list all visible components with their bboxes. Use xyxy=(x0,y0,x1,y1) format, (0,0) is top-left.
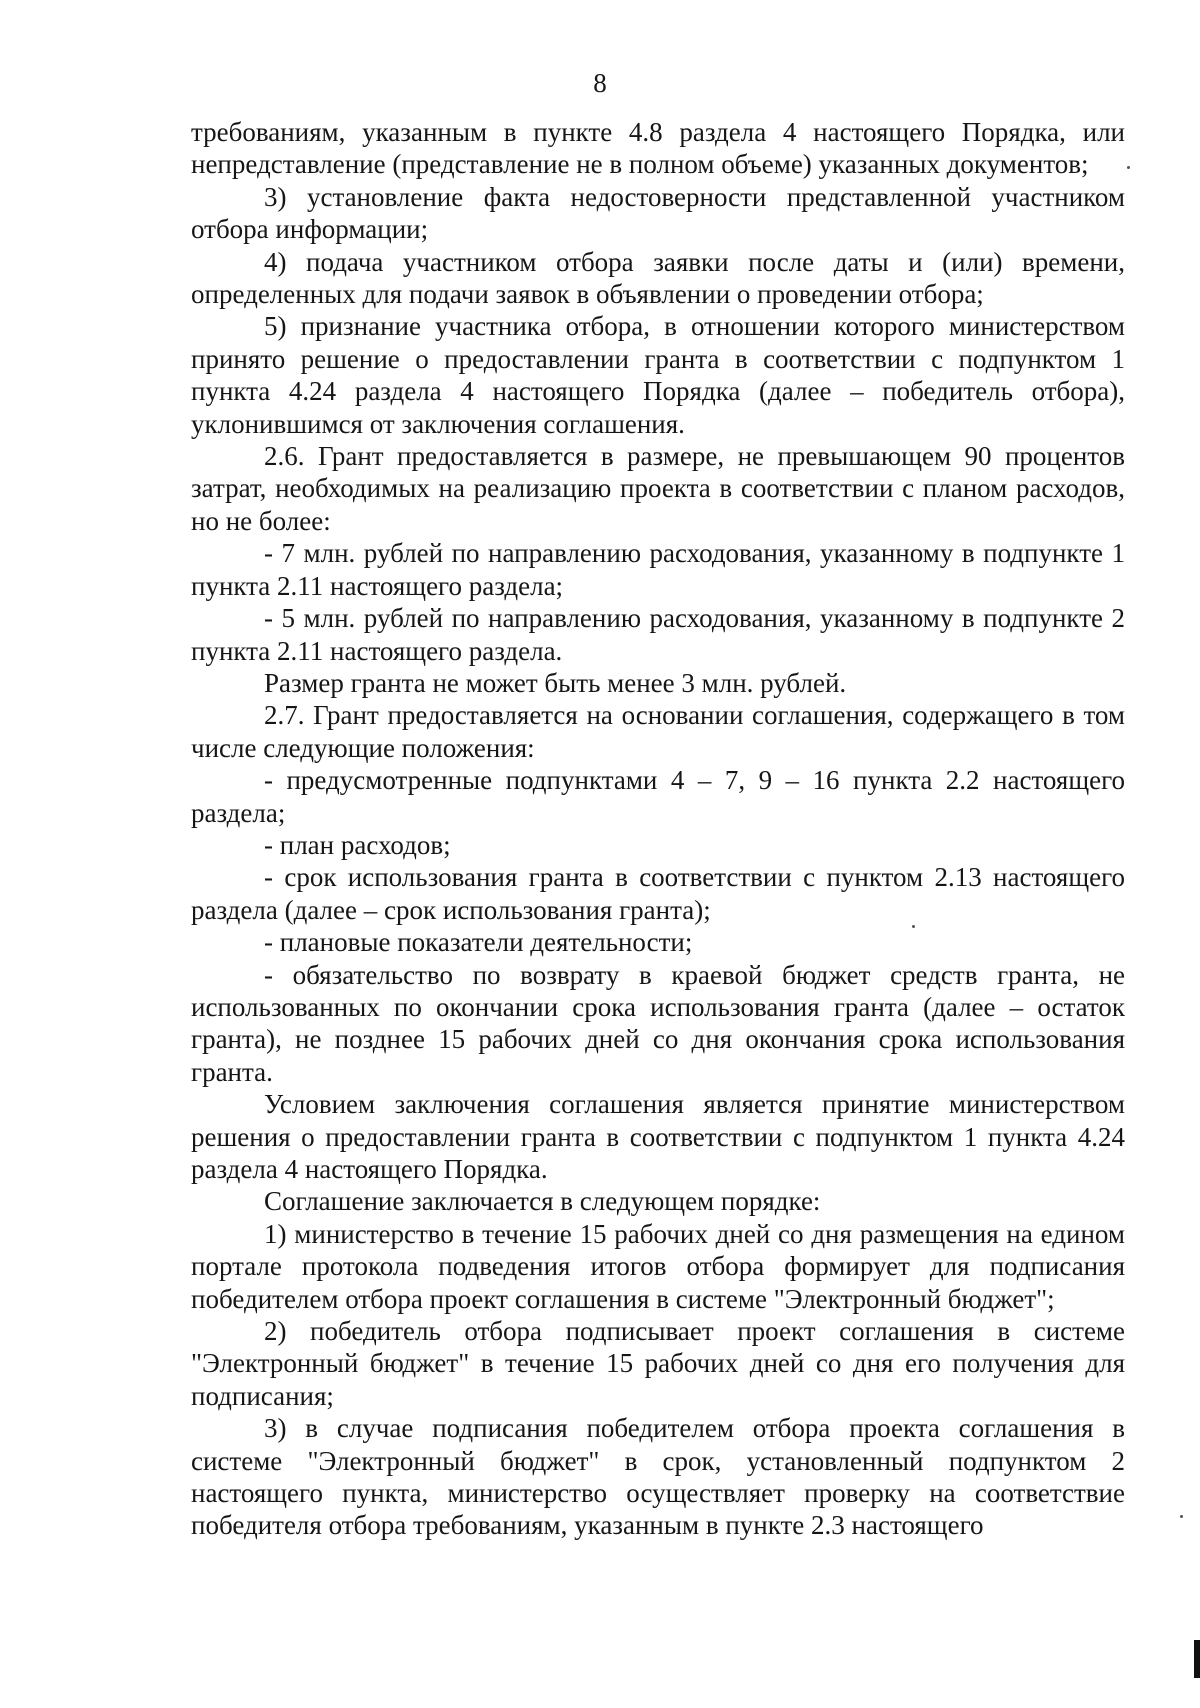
paragraph: 2.7. Грант предоставляется на основании соглашения, содержащего в том числе следующие положения: xyxy=(191,700,1125,763)
paragraph: 4) подача участником отбора заявки после даты и (или) времени, определенных для подачи заявок в объявлении о проведении отбора; xyxy=(191,246,1125,310)
scan-speck xyxy=(912,925,915,928)
list-item: 3) в случае подписания победителем отбора проекта соглашения в системе "Электронный бюджет" в срок, установленный подпунктом 2 настоящего пункта, министерство осуществляет проверку на соответствие победителя отбора требованиям, указанным в пункте 2.3 настоящего xyxy=(191,1413,1125,1541)
list-item: - плановые показатели деятельности; xyxy=(264,927,693,958)
list-item: 2) победитель отбора подписывает проект соглашения в системе "Электронный бюджет" в течение 15 рабочих дней со дня его получения для подписания; xyxy=(191,1316,1125,1411)
scan-edge-mark xyxy=(1194,1640,1200,1678)
paragraph: Соглашение заключается в следующем порядке: xyxy=(264,1186,821,1217)
paragraph: 3) установление факта недостоверности представленной участником отбора информации; xyxy=(191,181,1125,245)
paragraph: требованиям, указанным в пункте 4.8 раздела 4 настоящего Порядка, или непредставление (представление не в полном объеме) указанных документов; xyxy=(191,117,1125,180)
paragraph: Условием заключения соглашения является принятие министерством решения о предоставлении гранта в соответствии с подпунктом 1 пункта 4.24 раздела 4 настоящего Порядка. xyxy=(191,1089,1125,1184)
paragraph: 2.6. Грант предоставляется в размере, не превышающем 90 процентов затрат, необходимых на реализацию проекта в соответствии с планом расходов, но не более: xyxy=(191,441,1125,536)
list-item: - предусмотренные подпунктами 4 – 7, 9 – 16 пункта 2.2 настоящего раздела; xyxy=(191,765,1125,828)
page-number: 8 xyxy=(593,68,607,98)
list-item: - обязательство по возврату в краевой бюджет средств гранта, не использованных по окончании срока использования гранта (далее – остаток гранта), не позднее 15 рабочих дней со дня окончания срока использования гранта. xyxy=(191,959,1125,1087)
paragraph: Размер гранта не может быть менее 3 млн. рублей. xyxy=(264,667,847,698)
paragraph: 5) признание участника отбора, в отношении которого министерством принято решение о предоставлении гранта в соответствии с подпунктом 1 пункта 4.24 раздела 4 настоящего Порядка (далее – победитель отбора), уклонившимся от заключения соглашения. xyxy=(191,311,1125,439)
document-body xyxy=(191,116,1125,1542)
scan-speck xyxy=(1180,1515,1183,1518)
list-item: - план расходов; xyxy=(264,829,451,860)
list-item: - 5 млн. рублей по направлению расходования, указанному в подпункте 2 пункта 2.11 настоящего раздела. xyxy=(191,603,1125,666)
scan-speck xyxy=(1127,166,1130,169)
list-item: - срок использования гранта в соответствии с пунктом 2.13 настоящего раздела (далее – срок использования гранта); xyxy=(191,862,1125,925)
list-item: - 7 млн. рублей по направлению расходования, указанному в подпункте 1 пункта 2.11 настоящего раздела; xyxy=(191,538,1125,601)
list-item: 1) министерство в течение 15 рабочих дней со дня размещения на едином портале протокола подведения итогов отбора формирует для подписания победителем отбора проект соглашения в системе "Электронный бюджет"; xyxy=(191,1218,1125,1314)
